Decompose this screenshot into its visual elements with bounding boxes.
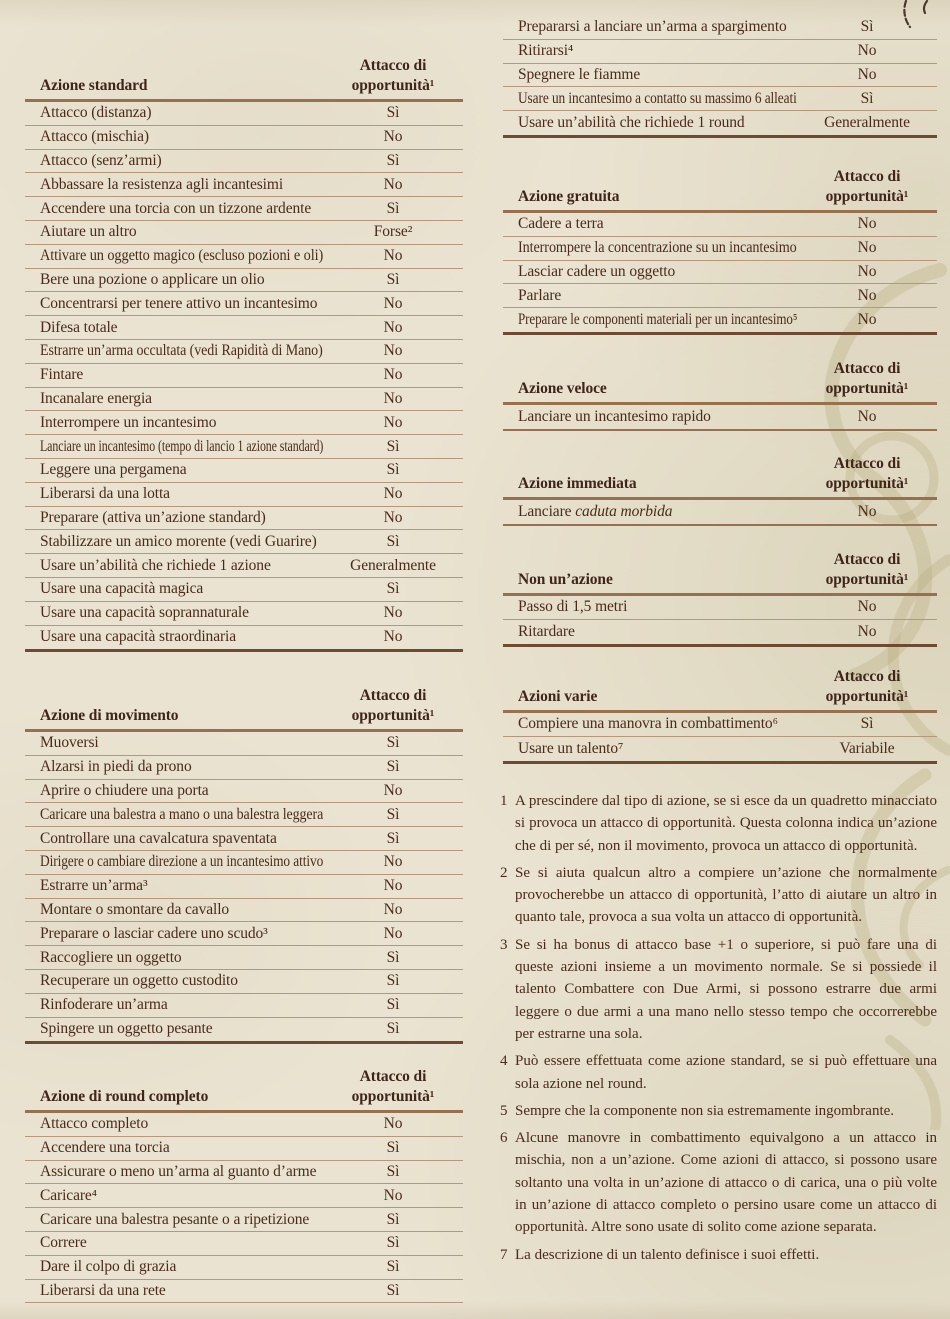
table-row bbox=[25, 946, 463, 970]
footnote-text: A prescindere dal tipo di azione, se si esce da un quadretto minacciato si provoca un attacco di opportunità. Questa colonna indica un’azione che di per sé, non il movimento, provoca un attacco di opportunità. bbox=[515, 793, 937, 854]
table-row bbox=[503, 596, 937, 620]
opportunity-value: Forse² bbox=[373, 223, 413, 241]
table-row bbox=[25, 827, 463, 851]
action-label: Usare una capacità soprannaturale bbox=[40, 604, 249, 622]
action-label: Aiutare un altro bbox=[40, 223, 137, 241]
opportunity-value: Generalmente bbox=[824, 114, 910, 132]
opportunity-value: Sì bbox=[386, 1210, 400, 1228]
action-label: Lanciare un incantesimo (tempo di lancio 1 azione standard) bbox=[40, 437, 323, 455]
column-header-line1: Attacco di bbox=[833, 455, 901, 472]
action-label: Estrarre un’arma occultata (vedi Rapidità di Mano) bbox=[40, 342, 323, 360]
action-label: Raccogliere un oggetto bbox=[40, 948, 182, 966]
table-row bbox=[25, 197, 463, 221]
table-row bbox=[25, 1161, 463, 1185]
opportunity-value: Sì bbox=[386, 996, 400, 1014]
action-label: Interrompere un incantesimo bbox=[40, 413, 217, 431]
action-label: Caricare⁴ bbox=[40, 1186, 97, 1204]
opportunity-value: Sì bbox=[386, 199, 400, 217]
table-row bbox=[25, 626, 463, 650]
action-label: Caricare una balestra pesante o a ripetizione bbox=[40, 1210, 310, 1228]
opportunity-value: No bbox=[857, 502, 877, 520]
table-title: Azione immediata bbox=[518, 475, 637, 492]
opportunity-value: No bbox=[857, 598, 877, 616]
action-label: Aprire o chiudere una porta bbox=[40, 781, 209, 799]
table-row bbox=[25, 126, 463, 150]
opportunity-value: No bbox=[383, 294, 403, 312]
table-row bbox=[25, 221, 463, 245]
opportunity-value: No bbox=[383, 175, 403, 193]
opportunity-value: Sì bbox=[386, 437, 400, 455]
action-label: Accendere una torcia con un tizzone ardente bbox=[40, 199, 312, 217]
action-label: Difesa totale bbox=[40, 318, 118, 336]
opportunity-value: Sì bbox=[386, 580, 400, 598]
table-azione-veloce bbox=[503, 359, 937, 431]
table-title: Azioni varie bbox=[518, 688, 598, 705]
footnote-text: Se si aiuta qualcun altro a compiere un’azione che normalmente provocherebbe un attacco di opportunità, l’atto di aiutare un altro in quanto tale, provoca a sua volta un attacco di opportunità. bbox=[515, 864, 937, 926]
opportunity-value: No bbox=[383, 900, 403, 918]
action-label: Usare un’abilità che richiede 1 round bbox=[518, 114, 745, 132]
action-label: Preparare (attiva un’azione standard) bbox=[40, 508, 266, 526]
opportunity-value: No bbox=[857, 286, 877, 304]
footnote bbox=[500, 790, 937, 857]
action-label: Attacco completo bbox=[40, 1115, 149, 1133]
opportunity-value: Sì bbox=[860, 89, 874, 107]
action-label: Rinfoderare un’arma bbox=[40, 996, 168, 1014]
action-label: Bere una pozione o applicare un olio bbox=[40, 270, 265, 288]
column-header-line1: Attacco di bbox=[833, 168, 901, 185]
action-label: Lanciare un incantesimo rapido bbox=[518, 407, 711, 425]
column-header-line2: opportunità¹ bbox=[825, 188, 909, 205]
table-row bbox=[503, 111, 937, 135]
footnote-number: 6 bbox=[500, 1130, 508, 1147]
table-row bbox=[25, 530, 463, 554]
opportunity-value: No bbox=[383, 318, 403, 336]
action-label: Attacco (senz’armi) bbox=[40, 151, 162, 169]
action-label: Attacco (mischia) bbox=[40, 128, 149, 146]
opportunity-value: No bbox=[857, 65, 877, 83]
table-row bbox=[503, 308, 937, 332]
opportunity-value: No bbox=[857, 311, 877, 329]
opportunity-value: No bbox=[383, 508, 403, 526]
opportunity-value: No bbox=[857, 407, 877, 425]
opportunity-value: Sì bbox=[386, 270, 400, 288]
column-header-line2: opportunità¹ bbox=[351, 77, 435, 94]
table-row bbox=[25, 1018, 463, 1042]
opportunity-value: No bbox=[857, 622, 877, 640]
table-row bbox=[25, 780, 463, 804]
opportunity-value: No bbox=[383, 1186, 403, 1204]
table-title: Azione veloce bbox=[518, 380, 607, 397]
table-azione-di-round-completo bbox=[25, 1067, 463, 1303]
opportunity-value: Sì bbox=[386, 734, 400, 752]
action-label: Dare il colpo di grazia bbox=[40, 1258, 177, 1276]
column-header-line1: Attacco di bbox=[359, 1068, 427, 1085]
opportunity-value: No bbox=[383, 485, 403, 503]
table-row bbox=[25, 1232, 463, 1256]
table-row bbox=[25, 994, 463, 1018]
table-row bbox=[25, 173, 463, 197]
table-head bbox=[503, 359, 937, 405]
opportunity-value: No bbox=[383, 366, 403, 384]
table-row bbox=[25, 1137, 463, 1161]
action-label: Leggere una pergamena bbox=[40, 461, 187, 479]
opportunity-value: Variabile bbox=[839, 739, 895, 757]
table-row bbox=[503, 284, 937, 308]
table-row bbox=[503, 405, 937, 429]
table-row bbox=[503, 713, 937, 737]
footnote-number: 4 bbox=[500, 1053, 508, 1070]
column-header-line2: opportunità¹ bbox=[351, 707, 435, 724]
column-header-line2: opportunità¹ bbox=[351, 1088, 435, 1105]
opportunity-value: No bbox=[857, 239, 877, 257]
table-azioni-varie bbox=[503, 667, 937, 764]
column-header-line1: Attacco di bbox=[359, 687, 427, 704]
action-label: Montare o smontare da cavallo bbox=[40, 900, 230, 918]
opportunity-value: Sì bbox=[386, 151, 400, 169]
footnote-text: Se si ha bonus di attacco base +1 o superiore, si può fare una di queste azioni insieme a un movimento normale. Se si possiede il talento Combattere con Due Armi, si possono estrarre due armi leggere o due armi a una mano nello stesso tempo che occorrerebbe per estrarne una sola. bbox=[515, 936, 937, 1042]
table-row bbox=[25, 435, 463, 459]
footnote-text: Può essere effettuata come azione standard, se si può effettuare una sola azione nel round. bbox=[515, 1053, 937, 1092]
table-non-unazione bbox=[503, 550, 937, 647]
table-round-completo-continuazione bbox=[503, 16, 937, 138]
action-label: Usare un’abilità che richiede 1 azione bbox=[40, 556, 271, 574]
opportunity-value: No bbox=[383, 128, 403, 146]
footnote-number: 1 bbox=[500, 793, 508, 809]
table-row bbox=[25, 245, 463, 269]
opportunity-value: Sì bbox=[386, 461, 400, 479]
opportunity-value: Sì bbox=[386, 532, 400, 550]
footnote bbox=[500, 934, 937, 1045]
opportunity-value: Sì bbox=[386, 758, 400, 776]
action-label: Usare un incantesimo a contatto su massimo 6 alleati bbox=[518, 89, 797, 107]
footnote-number: 7 bbox=[500, 1246, 508, 1263]
table-row bbox=[25, 732, 463, 756]
table-row bbox=[503, 737, 937, 761]
column-header-line1: Attacco di bbox=[833, 360, 901, 377]
action-label: Parlare bbox=[518, 286, 562, 304]
action-label: Abbassare la resistenza agli incantesimi bbox=[40, 175, 284, 193]
opportunity-value: No bbox=[383, 342, 403, 360]
table-head bbox=[503, 167, 937, 213]
opportunity-value: No bbox=[383, 389, 403, 407]
table-row bbox=[25, 292, 463, 316]
table-row bbox=[503, 261, 937, 285]
action-label: Preparare le componenti materiali per un incantesimo⁵ bbox=[518, 311, 797, 329]
action-label: Caricare una balestra a mano o una balestra leggera bbox=[40, 805, 323, 823]
table-row bbox=[503, 16, 937, 40]
action-label: Fintare bbox=[40, 366, 84, 384]
action-label: Interrompere la concentrazione su un incantesimo bbox=[518, 239, 797, 257]
table-head bbox=[25, 1067, 463, 1113]
action-label: Liberarsi da una rete bbox=[40, 1281, 166, 1299]
column-header-line2: opportunità¹ bbox=[825, 380, 909, 397]
table-title: Non un’azione bbox=[518, 571, 613, 588]
opportunity-value: Sì bbox=[860, 715, 874, 733]
action-label: Spegnere le fiamme bbox=[518, 65, 641, 83]
opportunity-value: Generalmente bbox=[350, 556, 436, 574]
action-label: Controllare una cavalcatura spaventata bbox=[40, 829, 277, 847]
opportunity-value: Sì bbox=[386, 805, 400, 823]
table-row bbox=[25, 899, 463, 923]
table-head bbox=[503, 667, 937, 713]
action-label: Ritirarsi⁴ bbox=[518, 42, 574, 60]
opportunity-value: No bbox=[383, 853, 403, 871]
footnote bbox=[500, 1244, 937, 1266]
action-label: Lanciare caduta morbida bbox=[518, 502, 673, 520]
opportunity-value: Sì bbox=[386, 1162, 400, 1180]
table-row bbox=[25, 340, 463, 364]
opportunity-value: Sì bbox=[386, 972, 400, 990]
opportunity-value: No bbox=[383, 604, 403, 622]
opportunity-value: No bbox=[857, 42, 877, 60]
table-head bbox=[25, 686, 463, 732]
table-row bbox=[503, 620, 937, 644]
footnote-text: La descrizione di un talento definisce i suoi effetti. bbox=[515, 1246, 820, 1263]
column-header-line2: opportunità¹ bbox=[825, 475, 909, 492]
table-row bbox=[503, 213, 937, 237]
table-azione-standard bbox=[25, 56, 463, 652]
column-header-line2: opportunità¹ bbox=[825, 688, 909, 705]
table-azione-gratuita bbox=[503, 167, 937, 335]
opportunity-value: Sì bbox=[386, 1281, 400, 1299]
footnote-text: Alcune manovre in combattimento equivalgono a un attacco in mischia, non a un’azione. Come azioni di attacco, si possono usare soltanto una volta in un’azione di attacco o di carica, una o più volte in un’azione di attacco completo o persino usare come un attacco di opportunità. Altre sono usate di solito come azione separata. bbox=[515, 1130, 937, 1236]
action-label: Concentrarsi per tenere attivo un incantesimo bbox=[40, 294, 318, 312]
opportunity-value: No bbox=[383, 781, 403, 799]
action-label: Preparare o lasciar cadere uno scudo³ bbox=[40, 924, 268, 942]
table-row bbox=[25, 1184, 463, 1208]
action-label: Incanalare energia bbox=[40, 389, 152, 407]
table-title: Azione gratuita bbox=[518, 188, 620, 205]
footnote-number: 3 bbox=[500, 936, 508, 953]
table-row bbox=[25, 411, 463, 435]
action-label: Estrarre un’arma³ bbox=[40, 877, 148, 895]
table-row bbox=[25, 602, 463, 626]
action-label: Recuperare un oggetto custodito bbox=[40, 972, 238, 990]
table-row bbox=[503, 500, 937, 524]
table-row bbox=[25, 364, 463, 388]
opportunity-value: No bbox=[383, 1115, 403, 1133]
table-row bbox=[25, 507, 463, 531]
action-label: Spingere un oggetto pesante bbox=[40, 1020, 213, 1038]
action-label: Alzarsi in piedi da prono bbox=[40, 758, 192, 776]
table-row bbox=[25, 483, 463, 507]
table-row bbox=[503, 87, 937, 111]
opportunity-value: No bbox=[857, 215, 877, 233]
opportunity-value: Sì bbox=[386, 948, 400, 966]
action-label: Lasciar cadere un oggetto bbox=[518, 262, 676, 280]
table-row bbox=[25, 803, 463, 827]
table-head bbox=[503, 454, 937, 500]
opportunity-value: Sì bbox=[386, 1139, 400, 1157]
footnote bbox=[500, 1127, 937, 1238]
table-row bbox=[25, 1256, 463, 1280]
action-label: Assicurare o meno un’arma al guanto d’arme bbox=[40, 1162, 317, 1180]
action-label: Dirigere o cambiare direzione a un incantesimo attivo bbox=[40, 853, 323, 871]
opportunity-value: No bbox=[383, 413, 403, 431]
opportunity-value: No bbox=[383, 628, 403, 646]
opportunity-value: Sì bbox=[386, 829, 400, 847]
table-head bbox=[503, 550, 937, 596]
table-row bbox=[25, 1208, 463, 1232]
action-label: Usare una capacità straordinaria bbox=[40, 628, 237, 646]
column-header-line1: Attacco di bbox=[359, 57, 427, 74]
action-label: Muoversi bbox=[40, 734, 99, 752]
action-label: Prepararsi a lanciare un’arma a spargimento bbox=[518, 18, 787, 36]
action-label: Ritardare bbox=[518, 622, 575, 640]
table-row bbox=[25, 459, 463, 483]
table-azione-di-movimento bbox=[25, 686, 463, 1044]
footnotes bbox=[500, 790, 937, 1271]
table-row bbox=[25, 1113, 463, 1137]
table-azione-immediata bbox=[503, 454, 937, 526]
table-row bbox=[25, 102, 463, 126]
table-row bbox=[25, 578, 463, 602]
table-row bbox=[25, 150, 463, 174]
action-label: Usare un talento⁷ bbox=[518, 739, 624, 757]
opportunity-value: Sì bbox=[386, 1234, 400, 1252]
action-label: Attacco (distanza) bbox=[40, 104, 152, 122]
column-header-line1: Attacco di bbox=[833, 668, 901, 685]
action-label: Usare una capacità magica bbox=[40, 580, 204, 598]
column-header-line2: opportunità¹ bbox=[825, 571, 909, 588]
opportunity-value: No bbox=[857, 262, 877, 280]
action-label: Passo di 1,5 metri bbox=[518, 598, 628, 616]
action-label: Correre bbox=[40, 1234, 87, 1252]
table-row bbox=[25, 1280, 463, 1304]
footnote-number: 5 bbox=[500, 1102, 508, 1119]
table-row bbox=[25, 970, 463, 994]
table-row bbox=[25, 756, 463, 780]
action-label: Accendere una torcia bbox=[40, 1139, 170, 1157]
table-title: Azione di round completo bbox=[40, 1088, 209, 1105]
action-label: Cadere a terra bbox=[518, 215, 604, 233]
table-row bbox=[503, 40, 937, 64]
footnote bbox=[500, 862, 937, 929]
opportunity-value: Sì bbox=[386, 104, 400, 122]
action-label: Stabilizzare un amico morente (vedi Guarire) bbox=[40, 532, 317, 550]
table-row bbox=[503, 237, 937, 261]
table-row bbox=[25, 875, 463, 899]
table-row bbox=[25, 554, 463, 578]
table-title: Azione di movimento bbox=[40, 707, 179, 724]
footnote bbox=[500, 1100, 937, 1122]
table-row bbox=[503, 64, 937, 88]
opportunity-value: Sì bbox=[386, 1258, 400, 1276]
table-row bbox=[25, 269, 463, 293]
table-title: Azione standard bbox=[40, 77, 148, 94]
opportunity-value: Sì bbox=[860, 18, 874, 36]
action-label: Compiere una manovra in combattimento⁶ bbox=[518, 715, 778, 733]
footnote bbox=[500, 1050, 937, 1095]
footnote-text: Sempre che la componente non sia estremamente ingombrante. bbox=[515, 1102, 895, 1119]
action-label: Liberarsi da una lotta bbox=[40, 485, 170, 503]
table-row bbox=[25, 388, 463, 412]
table-head bbox=[25, 56, 463, 102]
opportunity-value: No bbox=[383, 877, 403, 895]
opportunity-value: No bbox=[383, 247, 403, 265]
action-label: Attivare un oggetto magico (escluso pozioni e oli) bbox=[40, 247, 323, 265]
footnote-number: 2 bbox=[500, 864, 508, 881]
column-header-line1: Attacco di bbox=[833, 551, 901, 568]
table-row bbox=[25, 316, 463, 340]
table-row bbox=[25, 922, 463, 946]
opportunity-value: Sì bbox=[386, 1020, 400, 1038]
table-row bbox=[25, 851, 463, 875]
opportunity-value: No bbox=[383, 924, 403, 942]
